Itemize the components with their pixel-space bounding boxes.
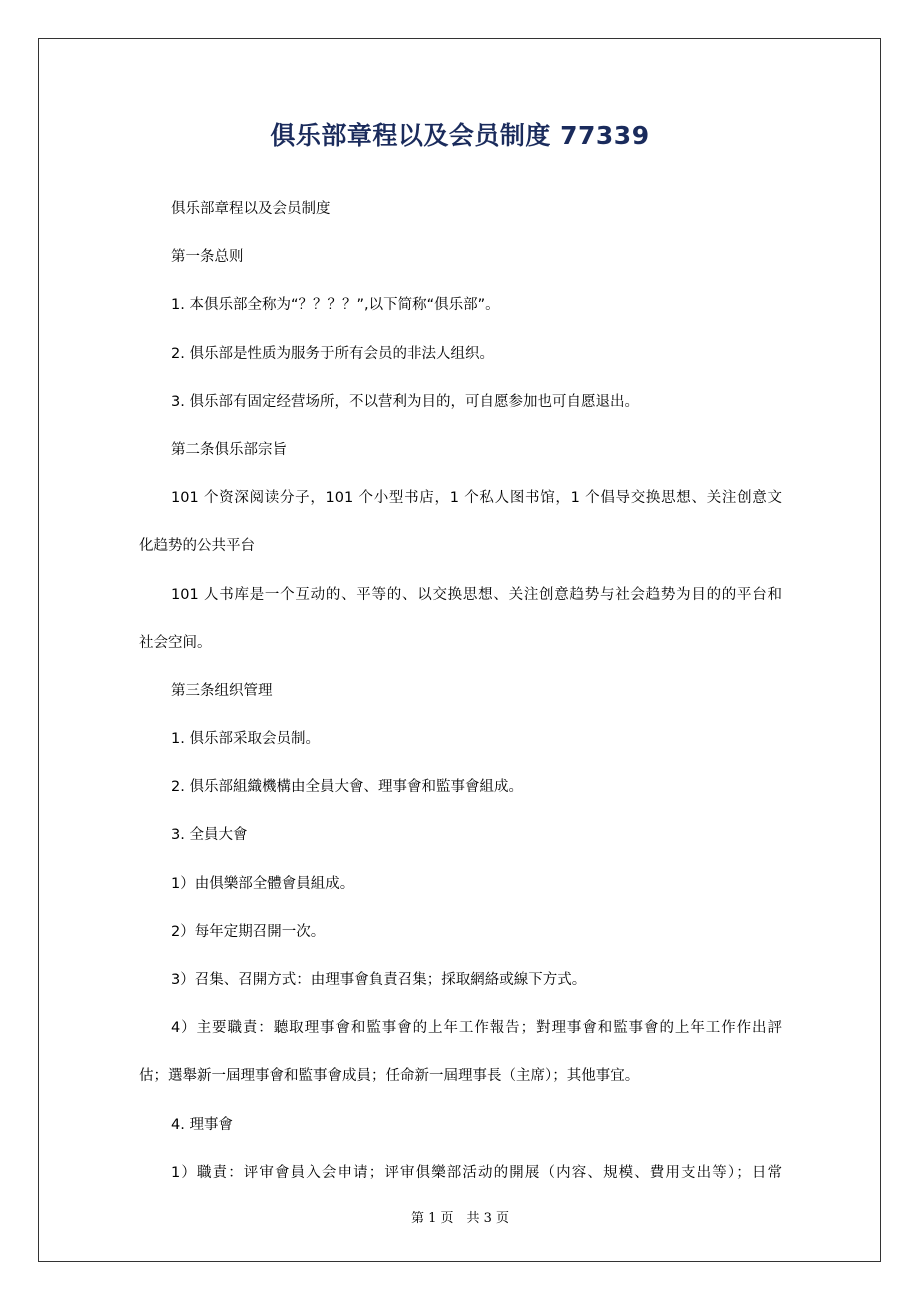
text-line: 1）職責：评审會員入会申请；评审俱樂部活动的開展（内容、規模、費用支出等）；日常 xyxy=(171,1164,782,1181)
text-line: 俱乐部章程以及会员制度 xyxy=(171,201,331,217)
document-title: 俱乐部章程以及会员制度 77339 xyxy=(270,121,650,150)
text-line: 3. 俱乐部有固定经营场所，不以营利为目的，可自愿参加也可自愿退出。 xyxy=(171,393,639,410)
document-body xyxy=(139,196,782,1208)
text-line: 2）每年定期召開一次。 xyxy=(171,923,326,940)
text-line: 101 人书库是一个互动的、平等的、以交换思想、关注创意趋势与社会趋势为目的的平台和 xyxy=(171,586,782,603)
text-line: 1）由俱樂部全體會員組成。 xyxy=(171,875,355,892)
text-line: 第二条俱乐部宗旨 xyxy=(171,441,287,458)
text-line: 化趋势的公共平台 xyxy=(139,538,255,555)
text-line: 社会空间。 xyxy=(139,634,212,651)
text-line: 第三条组织管理 xyxy=(171,682,273,699)
text-line: 2. 俱乐部組織機構由全員大會、理事會和監事會組成。 xyxy=(171,779,523,796)
text-line: 4）主要職責：聽取理事會和監事會的上年工作報告；對理事會和監事會的上年工作作出評 xyxy=(171,1020,782,1037)
page-footer: 第 1 页 共 3 页 xyxy=(410,1211,510,1226)
text-line: 4. 理事會 xyxy=(171,1116,233,1133)
text-line: 估；選舉新一屆理事會和監事會成員；任命新一屆理事長（主席）；其他事宜。 xyxy=(139,1068,640,1085)
text-line: 1. 俱乐部采取会员制。 xyxy=(171,731,320,748)
text-line: 第一条总则 xyxy=(171,249,244,266)
text-line: 3）召集、召開方式：由理事會負責召集；採取網絡或線下方式。 xyxy=(171,972,587,988)
text-line: 2. 俱乐部是性质为服务于所有会员的非法人组织。 xyxy=(171,345,494,362)
text-line: 1. 本俱乐部全称为“？？？？”,以下简称“俱乐部”。 xyxy=(171,297,500,314)
text-line: 3. 全員大會 xyxy=(171,827,248,844)
text-line: 101 个资深阅读分子，101 个小型书店，1 个私人图书馆，1 个倡导交换思想、关注创意文 xyxy=(171,490,782,507)
